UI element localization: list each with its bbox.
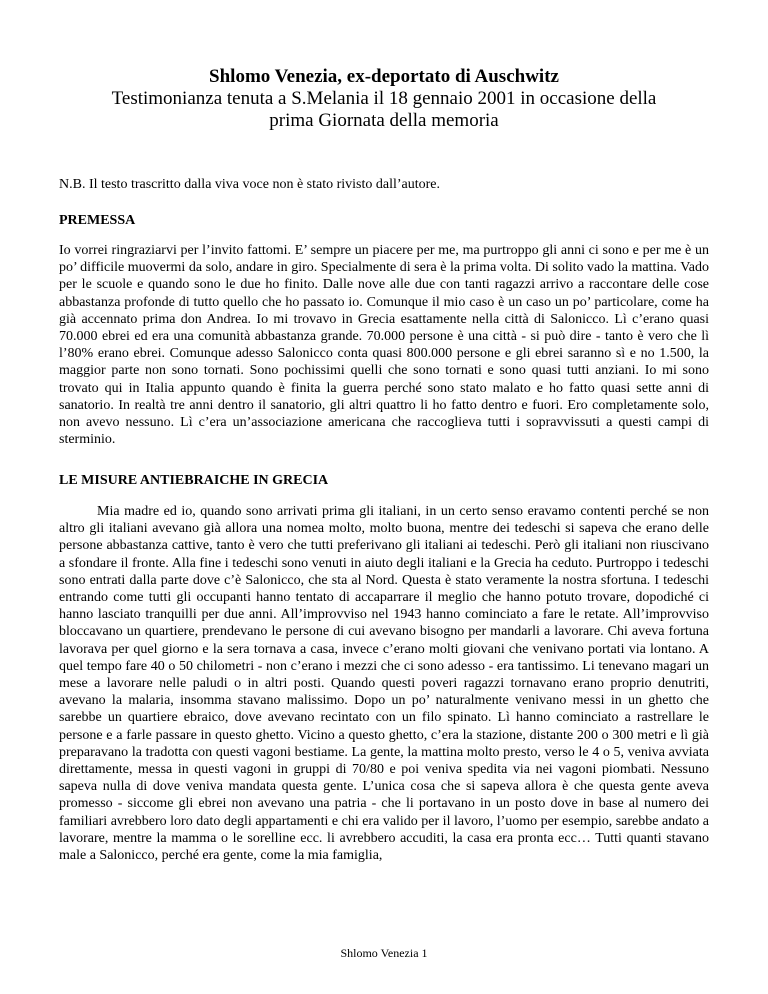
section-paragraph-premessa: Io vorrei ringraziarvi per l’invito fattomi. E’ sempre un piacere per me, ma purtroppo gli anni ci sono e per me è un po’ difficile muovermi da solo, andare in giro. Specialmente di sera è la prima volta. Di solito vado la mattina. Vado per le scuole e quando sono le due ho finito. Dalle nove alle due con tanti ragazzi arrivo a raccontare delle cose abbastanza profonde di tutto quello che ho passato io. Comunque il mio caso è un caso un po’ particolare, come ha già accennato prima don Andrea. Io mi trovavo in Grecia esattamente nella città di Salonicco. Lì c’erano quasi 70.000 ebrei ed era una comunità abbastanza grande. 70.000 persone è una città - si può dire - tanto è vero che lì l’80% erano ebrei. Comunque adesso Salonicco conta quasi 800.000 persone e gli ebrei saranno sì e no 1.500, la maggior parte non sono tornati. Sono pochissimi quelli che sono tornati e sono quasi tutti anziani. Io mi sono trovato qui in Italia appunto quando è finita la guerra perché sono stato malato e ho fatto quasi sette anni di sanatorio. In realtà tre anni dentro il sanatorio, gli altri quattro li ho fatto dentro e fuori. Ero completamente solo, non avevo nessuno. Lì c’era un’associazione americana che raccoglieva tutti i sopravvissuti a questi campi di sterminio.: [59, 243, 709, 448]
document-subtitle-line-1: Testimonianza tenuta a S.Melania il 18 gennaio 2001 in occasione della: [111, 88, 657, 109]
document-title: Shlomo Venezia, ex-deportato di Auschwitz: [209, 66, 559, 87]
section-heading-misure-antiebraiche: LE MISURE ANTIEBRAICHE IN GRECIA: [59, 473, 329, 488]
section-heading-premessa: PREMESSA: [59, 213, 136, 228]
title-block: [60, 66, 708, 132]
editorial-note: N.B. Il testo trascritto dalla viva voce non è stato rivisto dall’autore.: [59, 177, 441, 192]
page-footer: Shlomo Venezia 1: [340, 946, 428, 960]
document-subtitle-line-2: prima Giornata della memoria: [269, 110, 499, 131]
section-paragraph-misure-antiebraiche: Mia madre ed io, quando sono arrivati prima gli italiani, in un certo senso eravamo contenti perché se non altro gli italiani avevano già allora una nomea molto, molto buona, mentre dei tedeschi si sapeva che erano delle persone abbastanza cattive, tanto è vero che tutti preferivano gli italiani ai tedeschi. Però gli italiani non riuscivano a sfondare il fronte. Alla fine i tedeschi sono venuti in aiuto degli italiani e la Grecia ha ceduto. Purtroppo i tedeschi sono entrati dalla parte dove c’è Salonicco, che sta al Nord. Questa è stato veramente la nostra sfortuna. I tedeschi entrando come tutti gli occupanti hanno tentato di accaparrare il meglio che hanno potuto trovare, dopodiché ci hanno lasciato tranquilli per due anni. All’improvviso nel 1943 hanno cominciato a fare le retate. All’improvviso bloccavano un quartiere, prendevano le persone di cui avevano bisogno per mandarli a lavorare. Chi aveva fortuna lavorava per quel giorno e la sera tornava a casa, invece c’erano molti giovani che venivano portati via lontano. A quel tempo fare 40 o 50 chilometri - non c’erano i mezzi che ci sono adesso - era tantissimo. Li tenevano magari un mese a lavorare nelle paludi o in altri posti. Quando questi poveri ragazzi tornavano erano proprio denutriti, avevano la malaria, insomma stavano malissimo. Dopo un po’ naturalmente venivano messi in un ghetto che sarebbe un quartiere ebraico, dove avevano recintato con un filo spinato. Lì hanno cominciato a rastrellare le persone e a farle passare in questo ghetto. Vicino a questo ghetto, c’era la stazione, distante 200 o 300 metri e lì già preparavano la tradotta con questi vagoni bestiame. La gente, la mattina molto presto, verso le 4 o 5, veniva avviata direttamente, messa in questi vagoni in gruppi di 70/80 e poi veniva spedita via nei vagoni piombati. Nessuno sapeva nulla di dove veniva mandata questa gente. L’unica cosa che si sapeva allora è che questa gente aveva promesso - siccome gli ebrei non avevano una patria - che li portavano in un posto dove in base al numero dei familiari avrebbero loro dato degli appartamenti e chi era valido per il lavoro, l’uomo per esempio, sarebbe andato a lavorare, mentre la mamma o le sorelline ecc. li avrebbero accuditi, la casa era pronta ecc… Tutti quanti stavano male a Salonicco, perché era gente, come la mia famiglia,: [59, 504, 709, 864]
